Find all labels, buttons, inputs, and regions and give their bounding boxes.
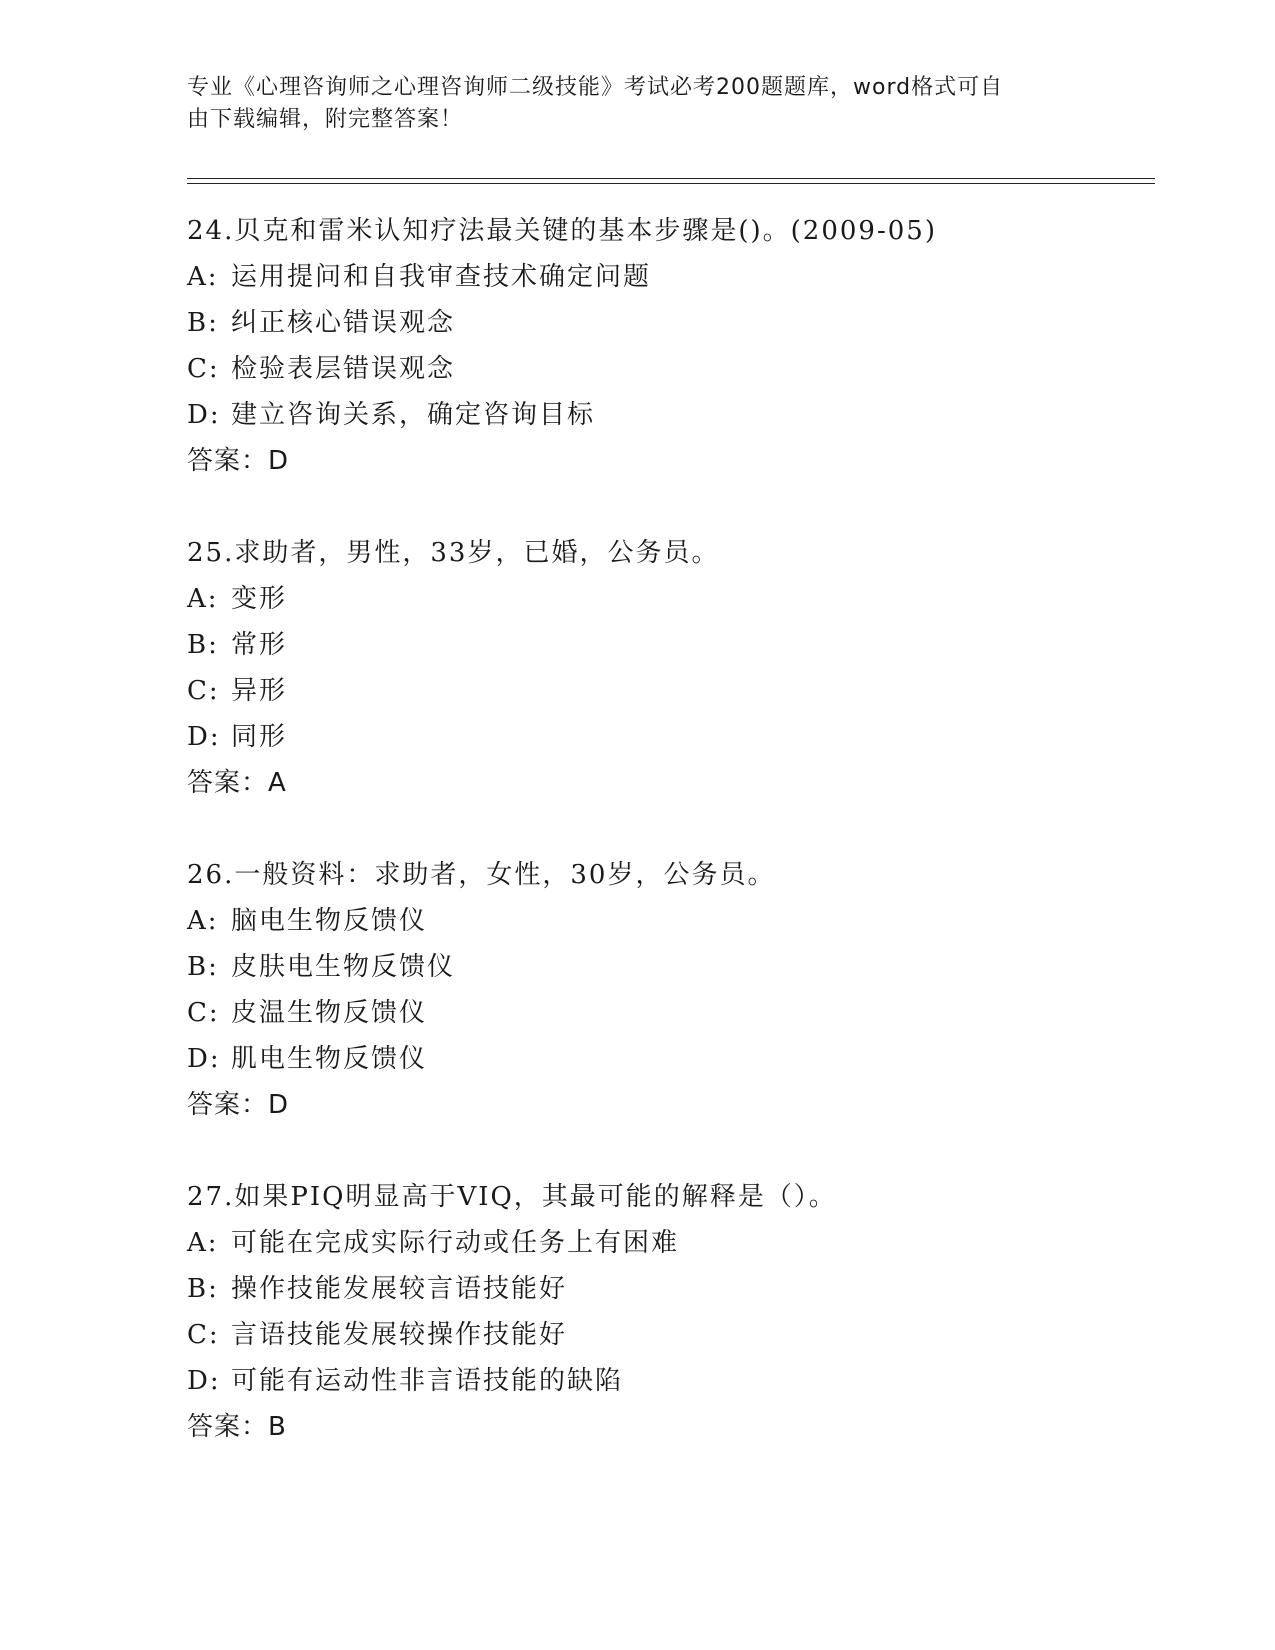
option-b (187, 300, 1147, 346)
question-number: 27. (187, 1182, 235, 1212)
option-letter: D: (187, 722, 221, 752)
option-text: 可能有运动性非言语技能的缺陷 (231, 1366, 624, 1396)
question-stem (187, 852, 1147, 898)
option-text: 运用提问和自我审查技术确定问题 (231, 262, 652, 292)
option-text: 皮温生物反馈仪 (231, 998, 428, 1028)
option-a (187, 576, 1147, 622)
header-divider-top (187, 178, 1155, 179)
option-c (187, 990, 1147, 1036)
answer-line: 答案：B (187, 1412, 287, 1442)
option-c (187, 346, 1147, 392)
answer-line: 答案：D (187, 1090, 290, 1120)
option-text: 常形 (231, 630, 288, 660)
option-text: 操作技能发展较言语技能好 (231, 1274, 568, 1304)
option-text: 变形 (231, 584, 288, 614)
option-text: 异形 (231, 676, 288, 706)
option-d (187, 1358, 1147, 1404)
question-stem (187, 530, 1147, 576)
option-d (187, 1036, 1147, 1082)
option-text: 皮肤电生物反馈仪 (231, 952, 456, 982)
option-letter: C: (187, 676, 220, 706)
option-a (187, 1220, 1147, 1266)
question-number: 24. (187, 216, 235, 246)
option-text: 建立咨询关系，确定咨询目标 (231, 400, 596, 430)
question-number: 26. (187, 860, 235, 890)
option-text: 可能在完成实际行动或任务上有困难 (231, 1228, 680, 1258)
option-letter: B: (187, 1274, 219, 1304)
option-a (187, 254, 1147, 300)
question-text: 一般资料：求助者，女性，30岁，公务员。 (234, 860, 776, 890)
option-d (187, 714, 1147, 760)
header-line-2: 由下载编辑，附完整答案！ (187, 107, 464, 132)
option-text: 肌电生物反馈仪 (231, 1044, 428, 1074)
option-letter: A: (187, 906, 219, 936)
option-letter: A: (187, 584, 219, 614)
option-text: 同形 (231, 722, 288, 752)
answer-line: 答案：A (187, 768, 287, 798)
option-d (187, 392, 1147, 438)
option-b (187, 944, 1147, 990)
header-line-1: 专业《心理咨询师之心理咨询师二级技能》考试必考200题题库，word格式可自 (187, 75, 1004, 100)
question-stem (187, 1174, 1147, 1220)
question-text: 如果PIQ明显高于VIQ，其最可能的解释是（）。 (234, 1182, 837, 1212)
option-letter: B: (187, 630, 219, 660)
option-text: 检验表层错误观念 (231, 354, 456, 384)
option-text: 脑电生物反馈仪 (231, 906, 428, 936)
answer-line: 答案：D (187, 446, 290, 476)
option-letter: A: (187, 1228, 219, 1258)
option-letter: C: (187, 998, 220, 1028)
option-letter: D: (187, 1044, 221, 1074)
option-b (187, 1266, 1147, 1312)
option-c (187, 668, 1147, 714)
option-c (187, 1312, 1147, 1358)
question-text: 贝克和雷米认知疗法最关键的基本步骤是()。(2009-05) (234, 216, 937, 246)
option-letter: D: (187, 1366, 221, 1396)
question-27 (187, 1174, 1147, 1450)
header-divider-bottom (187, 183, 1155, 184)
question-26 (187, 852, 1147, 1128)
option-a (187, 898, 1147, 944)
option-letter: C: (187, 354, 220, 384)
question-list (187, 208, 1147, 1496)
question-number: 25. (187, 538, 235, 568)
option-text: 纠正核心错误观念 (231, 308, 456, 338)
question-24 (187, 208, 1147, 484)
option-letter: B: (187, 308, 219, 338)
option-letter: D: (187, 400, 221, 430)
question-stem (187, 208, 1147, 254)
option-b (187, 622, 1147, 668)
question-text: 求助者，男性，33岁，已婚，公务员。 (234, 538, 720, 568)
question-25 (187, 530, 1147, 806)
option-letter: B: (187, 952, 219, 982)
option-text: 言语技能发展较操作技能好 (231, 1320, 568, 1350)
option-letter: A: (187, 262, 219, 292)
option-letter: C: (187, 1320, 220, 1350)
document-header (187, 72, 1067, 136)
